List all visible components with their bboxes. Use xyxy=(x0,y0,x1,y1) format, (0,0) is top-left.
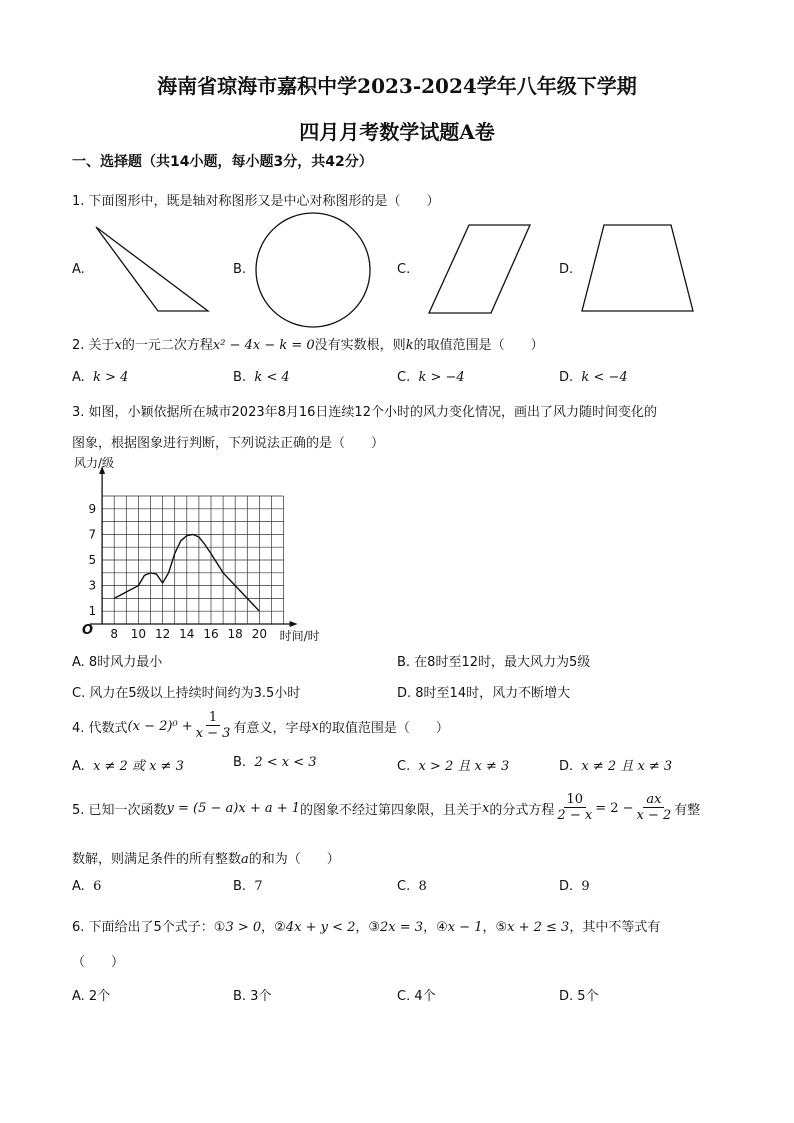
question-5-line-2: 数解，则满足条件的所有整数a的和为（ ） xyxy=(72,852,340,867)
q6-option-b: B. 3个 xyxy=(233,989,272,1004)
x-tick-label: 18 xyxy=(227,627,243,641)
q4-option-d: D. x ≠ 2 且 x ≠ 3 xyxy=(559,759,673,774)
q2-option-d: D. k < −4 xyxy=(559,370,628,385)
q5-option-a: A. 6 xyxy=(72,879,102,894)
q6-option-c: C. 4个 xyxy=(397,989,436,1004)
y-tick-label: 7 xyxy=(88,527,97,542)
title-line-2: 四月月考数学试题A卷 xyxy=(299,120,495,144)
q6-option-d: D. 5个 xyxy=(559,989,599,1004)
q6-option-a: A. 2个 xyxy=(72,989,111,1004)
q5-fraction-1: $\frac{10}{2 - x}$ xyxy=(557,792,593,823)
q1-circle-figure xyxy=(256,213,370,327)
question-2-text: 2. 关于x的一元二次方程x² − 4x − k = 0没有实数根，则k的取值范围是（ ） xyxy=(72,338,544,353)
q1-option-b-label: B. xyxy=(233,262,247,277)
question-3-line-1: 3. 如图，小颖依据所在城市2023年8月16日连续12个小时的风力变化情况，画出了风力随时间变化的 xyxy=(72,405,657,420)
q2-option-b: B. k < 4 xyxy=(233,370,290,385)
q5-fraction-2: $\frac{ax}{x - 2}$ xyxy=(636,792,672,823)
q5-function: y = (5 − a)x + a + 1 xyxy=(166,800,301,816)
q2-option-c: C. k > −4 xyxy=(397,370,465,385)
q3-option-b: B. 在8时至12时，最大风力为5级 xyxy=(397,655,591,670)
question-5-line-1: 5. 已知一次函数 y = (5 − a)x + a + 1 的图象不经过第四象限，且关于 x 的分式方程 $\frac{10}{2 - x}$ = 2 − $\frac{ax}{x - 2}$ 有整 xyxy=(72,792,701,823)
x-tick-label: 10 xyxy=(130,627,147,641)
q4-expression: (x − 2)⁰ + xyxy=(127,718,193,734)
x-tick-label: 20 xyxy=(251,627,268,641)
x-tick-label: 14 xyxy=(179,627,195,641)
question-6-line-1: 6. 下面给出了5个式子：①3 > 0，②4x + y < 2，③2x = 3，④x − 1，⑤x + 2 ≤ 3，其中不等式有 xyxy=(72,920,661,935)
x-tick-label: 16 xyxy=(203,627,219,641)
question-6-line-2: （ ） xyxy=(72,955,125,970)
q4-option-a: A. x ≠ 2 或 x ≠ 3 xyxy=(72,759,184,774)
y-tick-label: 1 xyxy=(88,604,97,619)
y-tick-label: 5 xyxy=(88,553,97,567)
q1-triangle-figure xyxy=(96,227,208,311)
q5-option-d: D. 9 xyxy=(559,879,590,894)
q1-option-c-label: C. xyxy=(397,262,411,277)
q5-option-c: C. 8 xyxy=(397,879,427,894)
q2-equation: x² − 4x − k = 0 xyxy=(212,338,315,353)
y-tick-label: 3 xyxy=(88,578,97,593)
q1-option-a-label: A. xyxy=(72,262,85,277)
q1-option-d-label: D. xyxy=(559,262,574,277)
x-tick-label: 8 xyxy=(110,627,119,641)
section-heading: 一、选择题（共14小题，每小题3分，共42分） xyxy=(72,154,373,170)
wind-chart xyxy=(68,452,398,644)
q1-parallelogram-figure xyxy=(429,225,530,313)
q3-option-a: A. 8时风力最小 xyxy=(72,655,163,670)
q4-option-b: B. 2 < x < 3 xyxy=(233,755,317,770)
q1-figures xyxy=(0,0,794,330)
q5-option-b: B. 7 xyxy=(233,879,263,894)
q3-option-d: D. 8时至14时，风力不断增大 xyxy=(397,686,571,701)
question-4-text: 4. 代数式 (x − 2)⁰ + $\frac{1}{x - 3}$ 有意义，字母 x 的取值范围是（ ） xyxy=(72,710,449,741)
x-axis-arrow xyxy=(290,621,298,627)
x-tick-label: 12 xyxy=(154,627,171,641)
question-1-text: 1. 下面图形中，既是轴对称图形又是中心对称图形的是（ ） xyxy=(72,194,440,209)
q1-trapezoid-figure xyxy=(582,225,693,311)
q2-option-a: A. k > 4 xyxy=(72,370,129,385)
title-line-1: 海南省琼海市嘉积中学2023-2024学年八年级下学期 xyxy=(157,74,637,98)
x-axis-label: 时间/时 xyxy=(279,629,320,643)
q4-fraction: $\frac{1}{x - 3}$ xyxy=(195,710,231,741)
q3-option-c: C. 风力在5级以上持续时间约为3.5小时 xyxy=(72,686,301,701)
y-tick-label: 9 xyxy=(88,501,97,516)
y-axis-label: 风力/级 xyxy=(74,456,115,470)
q4-option-c: C. x > 2 且 x ≠ 3 xyxy=(397,759,510,774)
question-3-line-2: 图象，根据图象进行判断，下列说法正确的是（ ） xyxy=(72,436,385,451)
origin-label: O xyxy=(82,623,94,638)
